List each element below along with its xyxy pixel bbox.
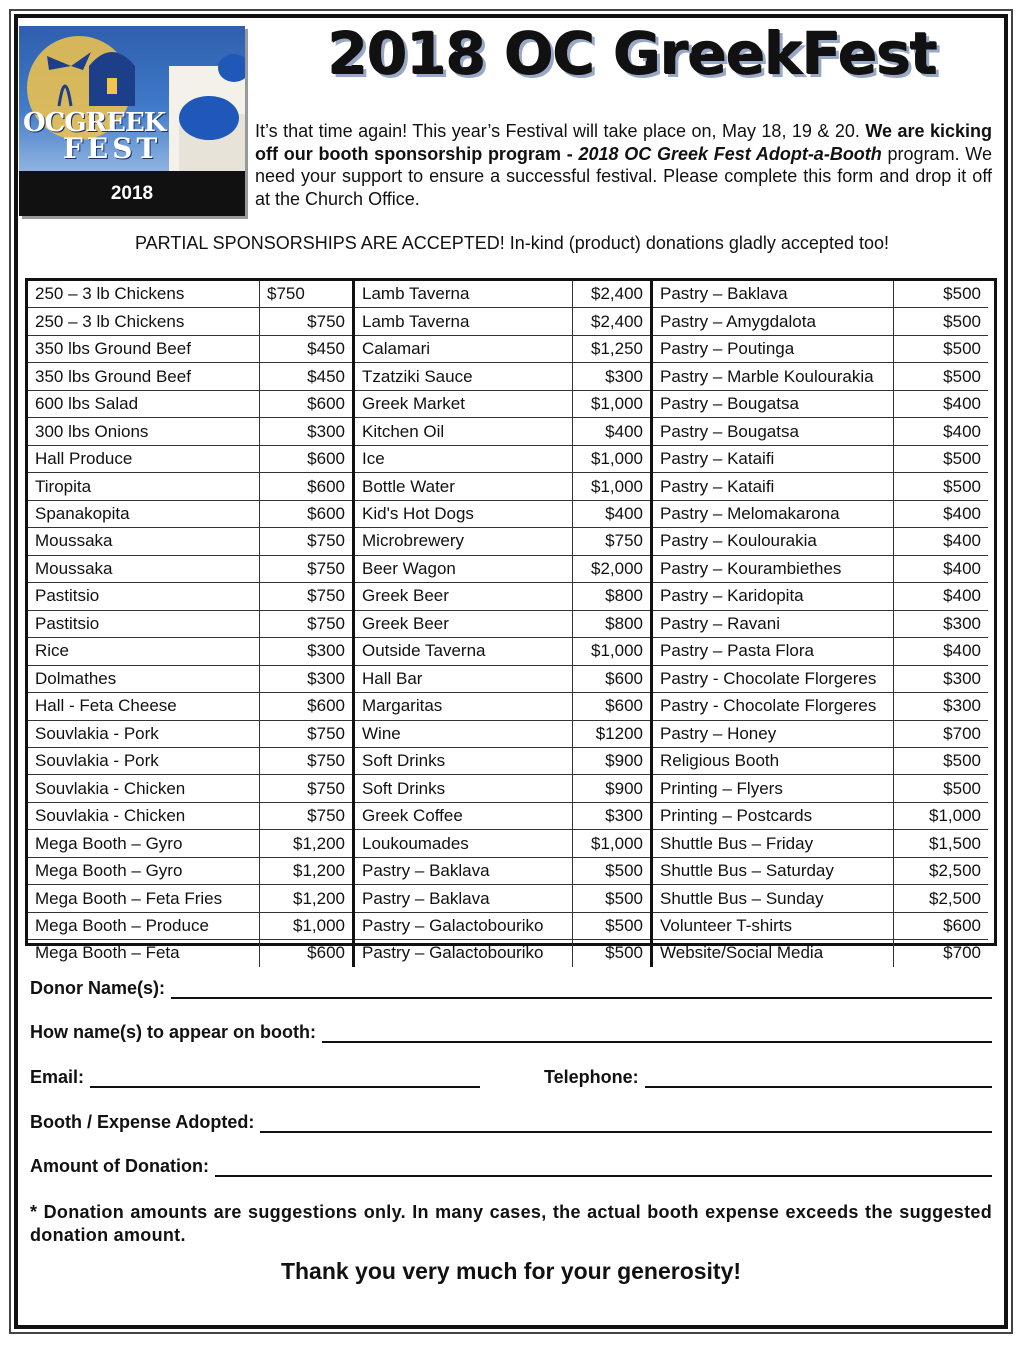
table-row	[28, 830, 354, 857]
booth-name: Shuttle Bus – Saturday	[653, 857, 894, 884]
booth-name: Hall - Feta Cheese	[28, 693, 260, 720]
booth-amount: $1,000	[573, 638, 652, 665]
booth-amount: $900	[573, 747, 652, 774]
table-row	[28, 775, 354, 802]
table-row	[28, 528, 354, 555]
booth-adopted-row	[30, 1112, 992, 1133]
booth-name: Calamari	[355, 335, 573, 362]
booth-name: Religious Booth	[653, 747, 894, 774]
booth-name: Souvlakia - Chicken	[28, 775, 260, 802]
table-row	[653, 940, 988, 967]
partial-sponsorship-note: PARTIAL SPONSORSHIPS ARE ACCEPTED! In-kind (product) donations gladly accepted too!	[134, 233, 889, 253]
booth-amount: $300	[573, 363, 652, 390]
table-row	[653, 363, 988, 390]
table-row	[653, 555, 988, 582]
booth-name: Hall Produce	[28, 445, 260, 472]
sponsorship-table	[25, 278, 997, 963]
booth-name: Pastry – Galactobouriko	[355, 940, 573, 967]
table-row	[653, 281, 988, 308]
booth-amount: $800	[573, 583, 652, 610]
booth-amount: $750	[260, 775, 354, 802]
booth-name: 300 lbs Onions	[28, 418, 260, 445]
booth-name: Tiropita	[28, 473, 260, 500]
booth-name: Shuttle Bus – Friday	[653, 830, 894, 857]
logo-text	[23, 108, 183, 165]
intro-part-2: We are kicking off our booth sponsorship program -	[255, 121, 992, 164]
booth-name: Pastry – Amygdalota	[653, 308, 894, 335]
booth-amount: $750	[260, 747, 354, 774]
booth-amount: $800	[573, 610, 652, 637]
booth-column-1	[28, 281, 355, 967]
email-field[interactable]	[90, 1068, 480, 1088]
table-row	[355, 500, 652, 527]
booth-amount: $750	[260, 528, 354, 555]
booth-adopted-label: Booth / Expense Adopted:	[30, 1112, 255, 1132]
logo-line-1: OCGREEK	[23, 108, 166, 138]
table-row	[355, 665, 652, 692]
table-row	[653, 638, 988, 665]
booth-amount: $900	[573, 775, 652, 802]
table-row	[355, 830, 652, 857]
booth-name: 350 lbs Ground Beef	[28, 335, 260, 362]
booth-name: Pastry – Kataifi	[653, 445, 894, 472]
booth-name: Moussaka	[28, 528, 260, 555]
booth-name: Pastry – Baklava	[355, 857, 573, 884]
table-row	[653, 583, 988, 610]
email-row	[30, 1067, 480, 1088]
intro-part-1: It’s that time again! This year’s Festival will take place on, May 18, 19 & 20.	[255, 121, 866, 141]
booth-amount: $2,500	[894, 857, 989, 884]
booth-amount: $600	[573, 693, 652, 720]
donor-name-field[interactable]	[171, 979, 992, 999]
booth-amount: $600	[260, 473, 354, 500]
booth-amount: $1,000	[573, 473, 652, 500]
booth-amount: $1,000	[573, 445, 652, 472]
booth-amount: $500	[894, 335, 989, 362]
table-row	[653, 390, 988, 417]
intro-part-4: program. We need your support to ensure a successful festival. Please complete this form and drop it off at the Church Office.	[255, 143, 992, 209]
table-row	[28, 500, 354, 527]
booth-name: Pastitsio	[28, 610, 260, 637]
booth-display-name-row	[30, 1022, 992, 1043]
booth-amount: $450	[260, 363, 354, 390]
booth-name: Pastry – Galactobouriko	[355, 912, 573, 939]
booth-amount: $500	[573, 857, 652, 884]
table-row	[355, 390, 652, 417]
table-row	[653, 747, 988, 774]
table-row	[653, 610, 988, 637]
booth-amount: $500	[573, 912, 652, 939]
booth-amount: $400	[894, 638, 989, 665]
table-row	[28, 363, 354, 390]
booth-name: Moussaka	[28, 555, 260, 582]
booth-name: 250 – 3 lb Chickens	[28, 281, 260, 308]
booth-name: Ice	[355, 445, 573, 472]
booth-amount: $400	[894, 583, 989, 610]
booth-name: Mega Booth – Produce	[28, 912, 260, 939]
booth-amount: $600	[260, 500, 354, 527]
table-row	[28, 418, 354, 445]
booth-name: Pastry – Koulourakia	[653, 528, 894, 555]
booth-name: Pastry – Honey	[653, 720, 894, 747]
booth-name: Pastry – Marble Koulourakia	[653, 363, 894, 390]
table-row	[355, 775, 652, 802]
booth-name: Volunteer T-shirts	[653, 912, 894, 939]
table-row	[653, 857, 988, 884]
table-row	[28, 665, 354, 692]
booth-name: Greek Coffee	[355, 802, 573, 829]
table-row	[28, 693, 354, 720]
booth-amount: $400	[573, 500, 652, 527]
table-row	[28, 747, 354, 774]
booth-amount: $500	[605, 943, 643, 963]
donation-amount-label: Amount of Donation:	[30, 1156, 209, 1176]
table-row	[28, 610, 354, 637]
booth-amount: $500	[573, 885, 652, 912]
booth-name: Pastry – Kourambiethes	[653, 555, 894, 582]
table-row	[653, 418, 988, 445]
booth-adopted-field[interactable]	[260, 1113, 992, 1133]
booth-name: Lamb Taverna	[355, 281, 573, 308]
booth-name: Greek Beer	[355, 610, 573, 637]
table-row	[355, 747, 652, 774]
booth-amount: $400	[573, 418, 652, 445]
table-row	[355, 445, 652, 472]
table-row	[28, 335, 354, 362]
table-row	[355, 335, 652, 362]
booth-name: Margaritas	[355, 693, 573, 720]
booth-name: Pastitsio	[28, 583, 260, 610]
table-row	[28, 473, 354, 500]
booth-name: Pastry – Melomakarona	[653, 500, 894, 527]
booth-amount: $600	[894, 912, 989, 939]
table-row	[653, 500, 988, 527]
booth-amount: $1,200	[260, 885, 354, 912]
booth-amount: $500	[894, 747, 989, 774]
telephone-row	[544, 1067, 992, 1088]
table-row	[653, 885, 988, 912]
table-row	[28, 857, 354, 884]
booth-name: Souvlakia - Pork	[28, 747, 260, 774]
booth-amount: $750	[260, 720, 354, 747]
booth-amount: $500	[894, 363, 989, 390]
table-row	[355, 308, 652, 335]
booth-amount: $1,000	[573, 830, 652, 857]
booth-name: Rice	[28, 638, 260, 665]
booth-name: Pastry – Baklava	[653, 281, 894, 308]
table-row	[355, 720, 652, 747]
booth-name: 250 – 3 lb Chickens	[28, 308, 260, 335]
booth-amount: $600	[260, 445, 354, 472]
booth-name: 600 lbs Salad	[28, 390, 260, 417]
booth-name: Greek Market	[355, 390, 573, 417]
table-row	[355, 940, 652, 967]
booth-amount: $400	[894, 528, 989, 555]
table-row	[653, 528, 988, 555]
booth-name: Mega Booth – Feta Fries	[28, 885, 260, 912]
intro-part-3: 2018 OC Greek Fest Adopt-a-Booth	[578, 143, 882, 164]
booth-name: Bottle Water	[355, 473, 573, 500]
table-row	[653, 665, 988, 692]
table-row	[355, 610, 652, 637]
booth-display-name-label: How name(s) to appear on booth:	[30, 1022, 316, 1042]
table-row	[653, 775, 988, 802]
table-row	[355, 802, 652, 829]
booth-amount: $400	[894, 390, 989, 417]
booth-amount: $400	[894, 555, 989, 582]
booth-amount: $300	[894, 610, 989, 637]
table-row	[653, 335, 988, 362]
booth-amount: $750	[573, 528, 652, 555]
booth-amount: $300	[894, 665, 989, 692]
booth-name: Tzatziki Sauce	[355, 363, 573, 390]
table-row	[355, 857, 652, 884]
booth-amount: $600	[573, 665, 652, 692]
booth-amount: $500	[894, 281, 989, 308]
thank-you-message: Thank you very much for your generosity!	[280, 1258, 742, 1284]
booth-amount: $400	[894, 500, 989, 527]
table-row	[355, 693, 652, 720]
booth-amount: $300	[260, 665, 354, 692]
booth-amount: $750	[260, 583, 354, 610]
table-row	[355, 363, 652, 390]
booth-name: Printing – Flyers	[653, 775, 894, 802]
booth-column-2	[355, 281, 653, 967]
table-row	[28, 638, 354, 665]
booth-name: Pastry – Bougatsa	[653, 418, 894, 445]
table-row	[355, 473, 652, 500]
table-row	[653, 473, 988, 500]
booth-name: Pastry - Chocolate Florgeres	[653, 665, 894, 692]
booth-amount: $1,500	[894, 830, 989, 857]
booth-name: Soft Drinks	[355, 775, 573, 802]
booth-amount: $700	[894, 720, 989, 747]
page-title: 2018 OC GreekFest	[328, 20, 937, 88]
booth-name: Greek Beer	[355, 583, 573, 610]
booth-name: Spanakopita	[28, 500, 260, 527]
booth-amount: $500	[894, 445, 989, 472]
booth-name: Mega Booth – Gyro	[28, 830, 260, 857]
booth-name: Pastry – Poutinga	[653, 335, 894, 362]
booth-amount: $300	[894, 693, 989, 720]
booth-amount: $300	[260, 418, 354, 445]
donation-amount-row	[30, 1156, 992, 1177]
table-row	[355, 885, 652, 912]
table-row	[28, 720, 354, 747]
booth-amount: $2,500	[894, 885, 989, 912]
booth-name: Pastry - Chocolate Florgeres	[653, 693, 894, 720]
booth-amount: $700	[943, 943, 981, 963]
table-row	[653, 693, 988, 720]
booth-name: 350 lbs Ground Beef	[28, 363, 260, 390]
booth-amount: $450	[260, 335, 354, 362]
booth-name: Pastry – Baklava	[355, 885, 573, 912]
booth-name: Pastry – Pasta Flora	[653, 638, 894, 665]
booth-name: Souvlakia - Chicken	[28, 802, 260, 829]
booth-amount: $600	[260, 693, 354, 720]
booth-name: Dolmathes	[28, 665, 260, 692]
booth-name: Website/Social Media	[653, 940, 894, 967]
donor-name-row	[30, 978, 992, 999]
booth-amount: $300	[573, 802, 652, 829]
telephone-label: Telephone:	[544, 1067, 639, 1087]
booth-name: Souvlakia - Pork	[28, 720, 260, 747]
booth-amount: $1,000	[894, 802, 989, 829]
booth-column-3	[653, 281, 988, 967]
table-row	[355, 912, 652, 939]
donation-disclaimer: * Donation amounts are suggestions only. In many cases, the actual booth expense exceeds the suggested donation amount.	[30, 1202, 992, 1245]
booth-name: Outside Taverna	[355, 638, 573, 665]
booth-amount: $2,400	[573, 308, 652, 335]
table-row	[355, 418, 652, 445]
booth-amount: $1,000	[260, 912, 354, 939]
booth-name: Pastry – Bougatsa	[653, 390, 894, 417]
table-row	[28, 390, 354, 417]
table-row	[653, 308, 988, 335]
booth-amount: $1200	[573, 720, 652, 747]
table-row	[355, 555, 652, 582]
table-row	[653, 802, 988, 829]
table-row	[653, 830, 988, 857]
booth-name: Lamb Taverna	[355, 308, 573, 335]
booth-name: Loukoumades	[355, 830, 573, 857]
table-row	[28, 885, 354, 912]
booth-amount: $750	[260, 555, 354, 582]
booth-name: Printing – Postcards	[653, 802, 894, 829]
booth-name: Shuttle Bus – Sunday	[653, 885, 894, 912]
booth-name: Kid's Hot Dogs	[355, 500, 573, 527]
table-row	[28, 555, 354, 582]
table-row	[355, 528, 652, 555]
telephone-field[interactable]	[645, 1068, 992, 1088]
booth-name: Beer Wagon	[355, 555, 573, 582]
booth-name: Pastry – Kataifi	[653, 473, 894, 500]
booth-display-name-field[interactable]	[322, 1023, 992, 1043]
booth-amount: $750	[260, 610, 354, 637]
booth-amount: $750	[260, 308, 354, 335]
booth-name: Soft Drinks	[355, 747, 573, 774]
booth-amount: $2,000	[573, 555, 652, 582]
booth-amount: $400	[894, 418, 989, 445]
booth-name: Microbrewery	[355, 528, 573, 555]
email-label: Email:	[30, 1067, 85, 1087]
donor-name-label: Donor Name(s):	[30, 978, 166, 998]
booth-amount: $1,250	[573, 335, 652, 362]
booth-amount: $750	[260, 281, 354, 308]
booth-amount: $1,000	[573, 390, 652, 417]
logo-artwork	[19, 26, 245, 171]
booth-amount: $500	[894, 775, 989, 802]
booth-name: Mega Booth – Gyro	[28, 857, 260, 884]
oc-greek-fest-logo	[19, 26, 245, 216]
intro-paragraph	[255, 120, 992, 210]
table-row	[653, 912, 988, 939]
table-row	[28, 583, 354, 610]
table-row	[653, 445, 988, 472]
booth-amount: $500	[894, 308, 989, 335]
table-row	[28, 912, 354, 939]
table-row	[355, 583, 652, 610]
booth-name: Wine	[355, 720, 573, 747]
logo-line-2: FEST	[63, 132, 162, 165]
table-row	[28, 802, 354, 829]
logo-year: 2018	[19, 171, 245, 216]
booth-amount: $1,200	[260, 830, 354, 857]
table-row	[355, 638, 652, 665]
booth-name: Kitchen Oil	[355, 418, 573, 445]
booth-name: Pastry – Ravani	[653, 610, 894, 637]
table-row	[28, 281, 354, 308]
table-row	[28, 445, 354, 472]
donation-amount-field[interactable]	[215, 1157, 992, 1177]
booth-amount: $300	[260, 638, 354, 665]
booth-amount: $2,400	[573, 281, 652, 308]
booth-amount: $600	[260, 390, 354, 417]
booth-amount: $1,200	[260, 857, 354, 884]
table-row	[653, 720, 988, 747]
booth-amount: $750	[260, 802, 354, 829]
table-row	[28, 308, 354, 335]
booth-name: Hall Bar	[355, 665, 573, 692]
table-row	[28, 940, 354, 967]
booth-amount: $500	[894, 473, 989, 500]
booth-amount: $600	[307, 943, 345, 963]
booth-name: Mega Booth – Feta	[28, 940, 260, 967]
booth-name: Pastry – Karidopita	[653, 583, 894, 610]
table-row	[355, 281, 652, 308]
